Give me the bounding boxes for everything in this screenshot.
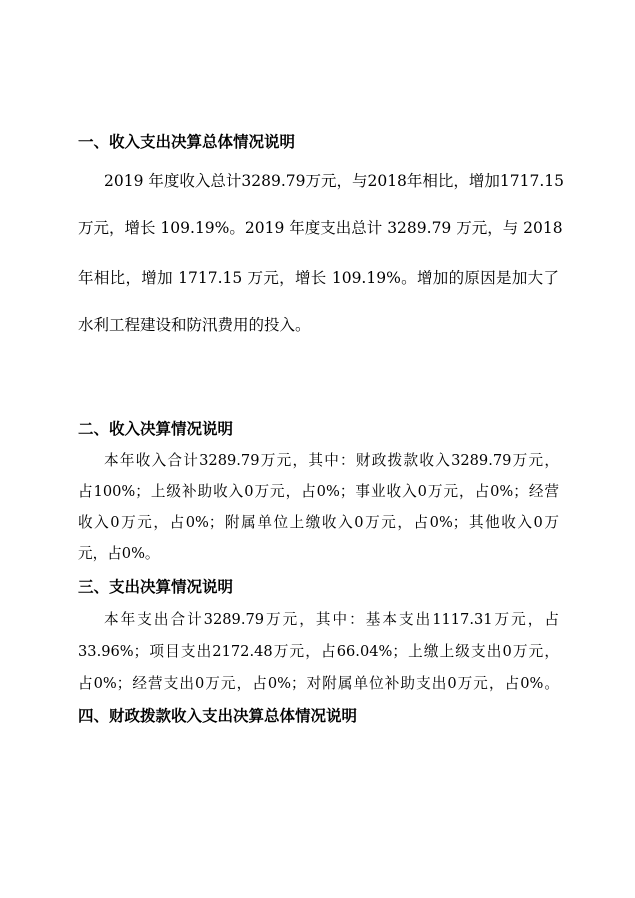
section-1-heading: 一、收入支出决算总体情况说明 <box>78 133 296 151</box>
section-3-line-1: 本年支出合计3289.79万元，其中：基本支出1117.31万元，占 <box>104 611 559 628</box>
section-1-line-1: 2019 年度收入总计3289.79万元，与2018年相比，增加1717.15 <box>104 172 565 190</box>
section-2-line-2: 占100%；上级补助收入0万元，占0%；事业收入0万元，占0%；经营 <box>78 483 559 500</box>
section-4-heading: 四、财政拨款收入支出决算总体情况说明 <box>78 707 358 725</box>
section-3-line-2: 33.96%；项目支出2172.48万元，占66.04%；上缴上级支出0万元， <box>78 643 559 660</box>
section-1-line-2: 万元，增长 109.19%。2019 年度支出总计 3289.79 万元，与 2018 <box>78 219 563 237</box>
section-1-line-3: 年相比，增加 1717.15 万元，增长 109.19%。增加的原因是加大了 <box>78 269 559 287</box>
section-2-line-4: 元，占0%。 <box>78 545 160 562</box>
section-3-line-3: 占0%；经营支出0万元，占0%；对附属单位补助支出0万元，占0%。 <box>78 675 559 692</box>
section-2-line-1: 本年收入合计3289.79万元，其中：财政拨款收入3289.79万元， <box>104 452 559 469</box>
section-3-heading: 三、支出决算情况说明 <box>78 578 234 596</box>
section-2-heading: 二、收入决算情况说明 <box>78 420 234 438</box>
section-2-line-3: 收入0万元，占0%；附属单位上缴收入0万元，占0%；其他收入0万 <box>78 514 559 531</box>
section-1-line-4: 水利工程建设和防汛费用的投入。 <box>78 316 311 334</box>
